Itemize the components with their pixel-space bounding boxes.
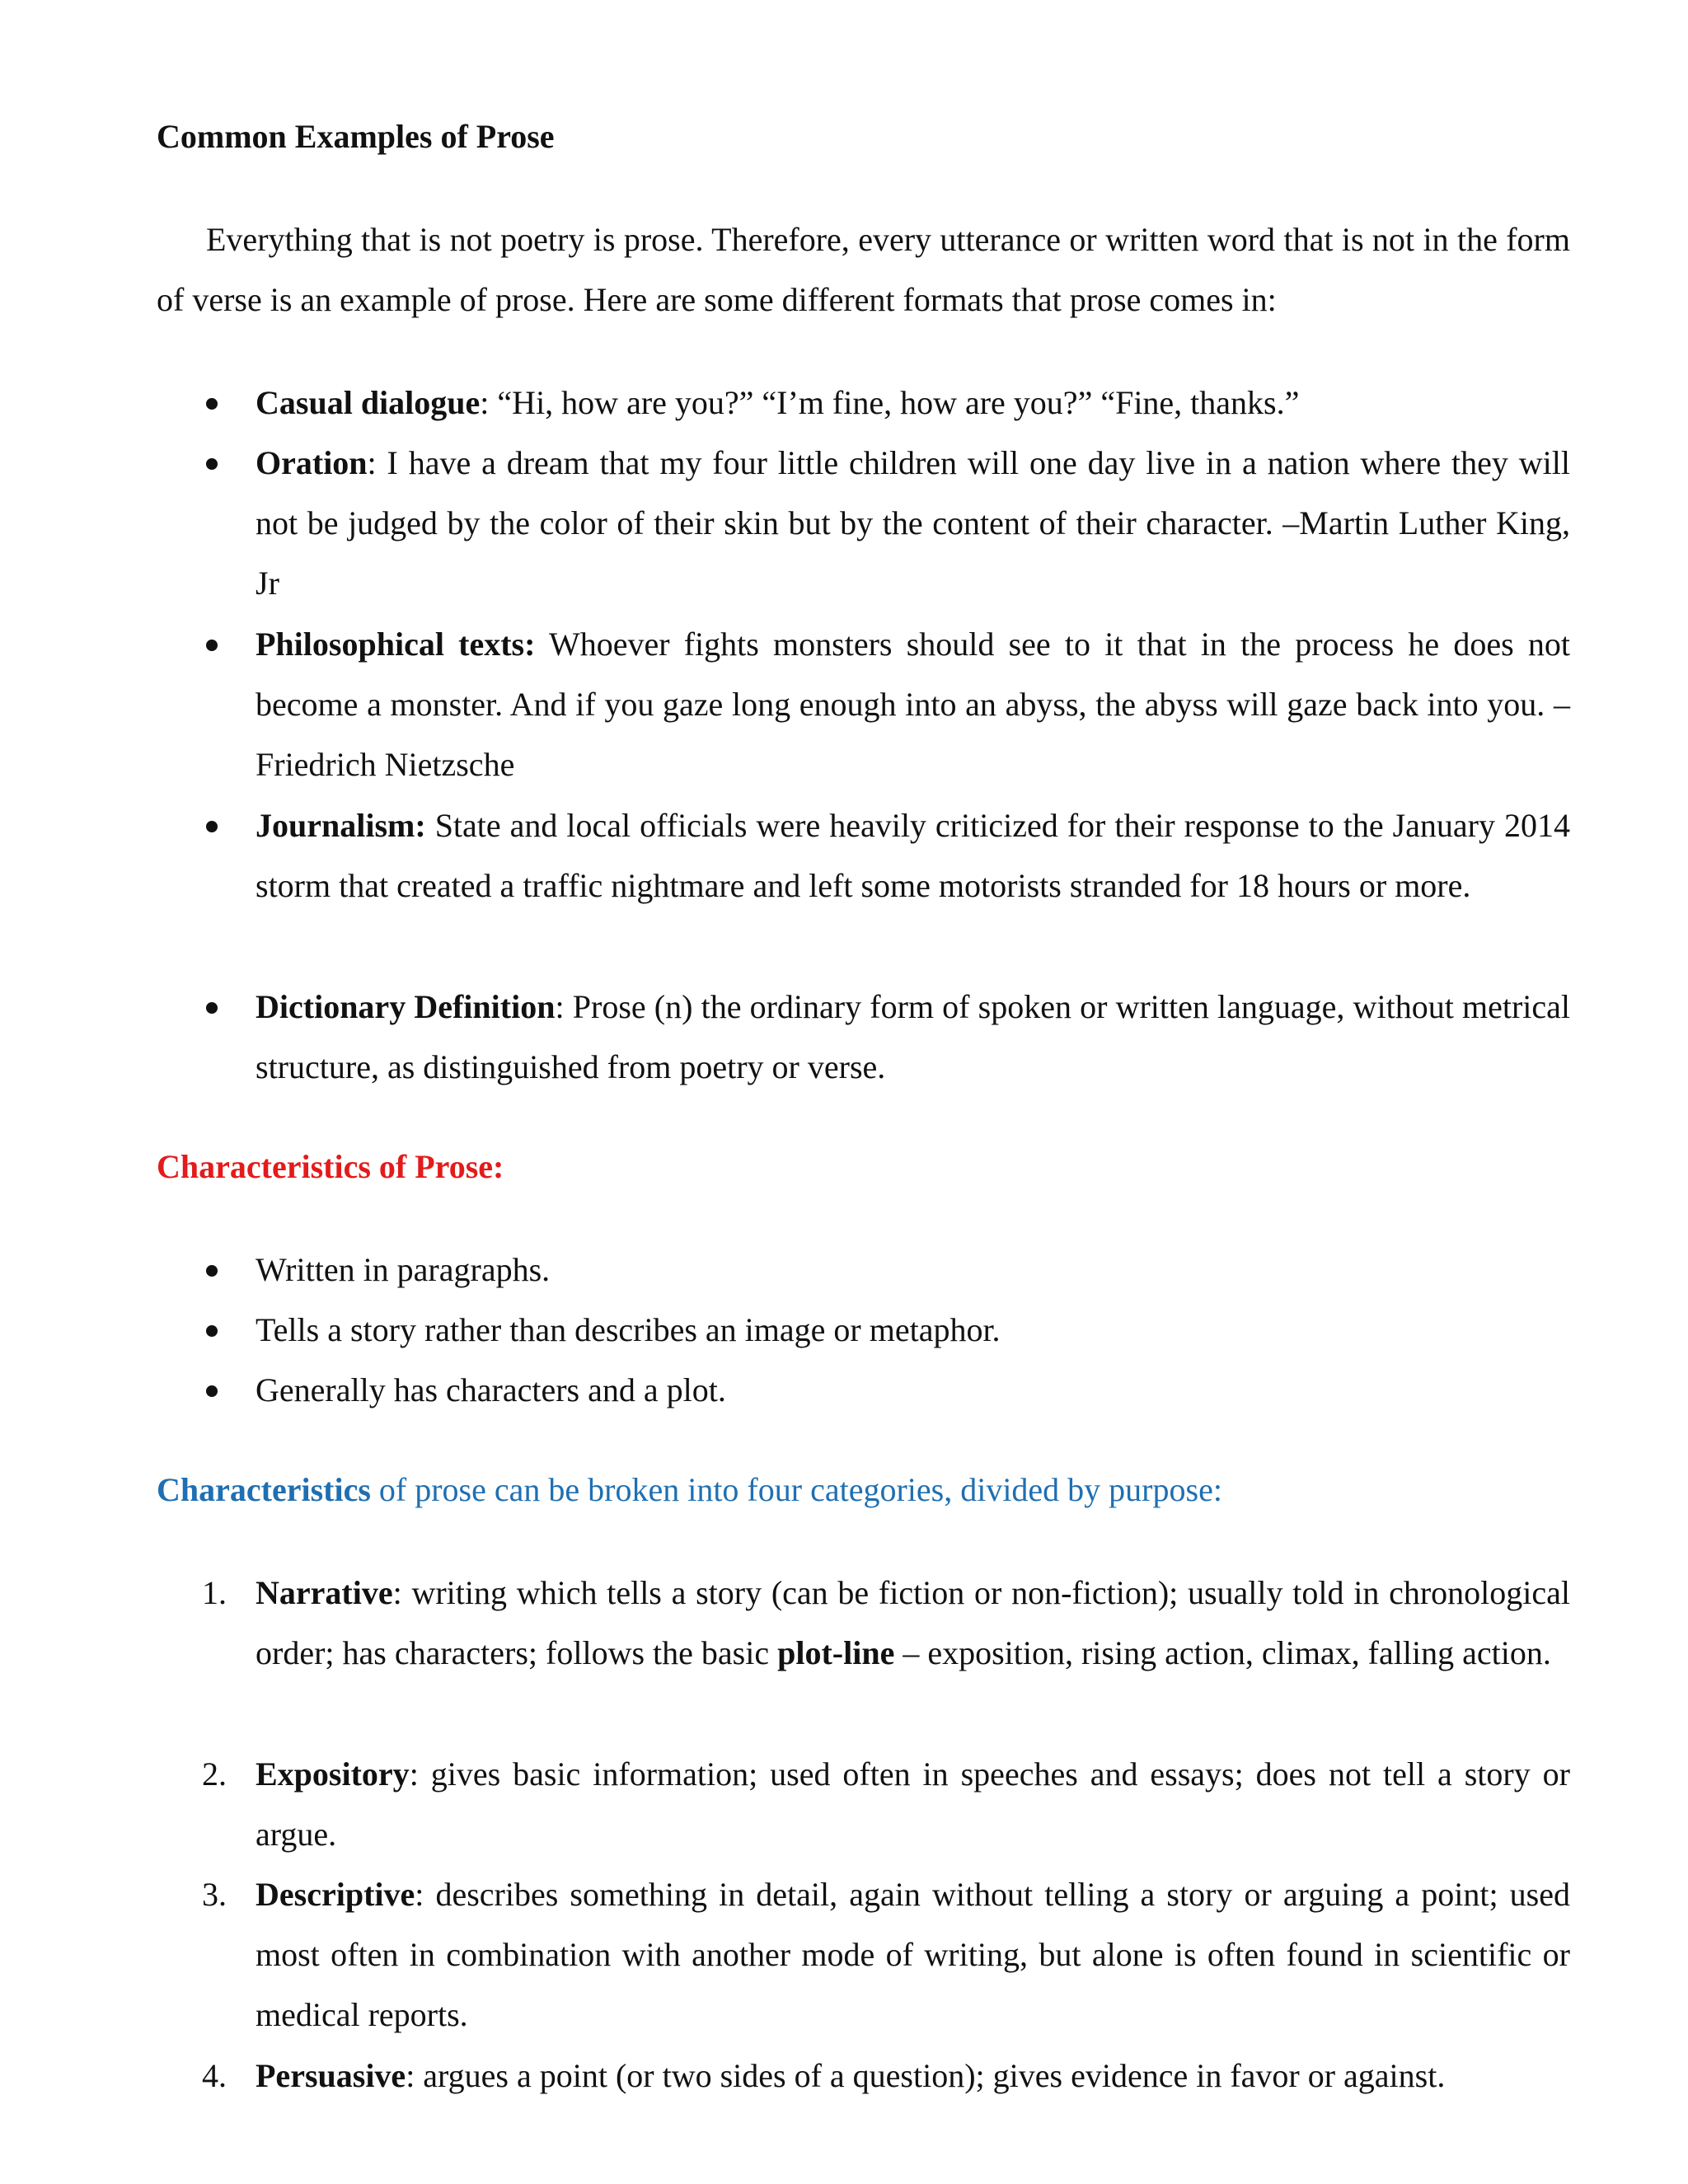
item-text: Whoever fights monsters should see to it that in the process he does not become a monster. And if you gaze long enough into an abyss, the abyss will gaze back into you. –Friedrich Nietzsche: [256, 626, 1570, 783]
list-item: Generally has characters and a plot.: [256, 1371, 726, 1408]
item-text: I have a dream that my four little children will one day live in a nation where they will not be judged by the color of their skin but by the content of their character. –Martin Luther King, Jr: [256, 444, 1570, 602]
bullet-icon: [206, 1385, 218, 1397]
term-label: Descriptive: [256, 1876, 415, 1913]
term-separator: :: [555, 988, 573, 1025]
term-label: Narrative: [256, 1574, 393, 1611]
inline-bold-term: plot-line: [777, 1634, 895, 1671]
bullet-icon: [206, 1325, 218, 1337]
term-label: Persuasive: [256, 2057, 406, 2094]
term-label: Philosophical texts:: [256, 626, 536, 663]
page-title: Common Examples of Prose: [157, 118, 555, 155]
item-text: Prose (n) the ordinary form of spoken or written language, without metrical structure, as distinguished from poetry or verse.: [256, 988, 1570, 1085]
term-separator: :: [480, 384, 498, 421]
list-item-journalism: [256, 795, 1570, 916]
term-separator: :: [367, 444, 387, 481]
categories-heading-rest: of prose can be broken into four categories, divided by purpose:: [370, 1471, 1222, 1508]
item-text: : gives basic information; used often in speeches and essays; does not tell a story or argue.: [256, 1755, 1570, 1853]
item-text: State and local officials were heavily criticized for their response to the January 2014 storm that created a traffic nightmare and left some motorists stranded for 18 hours or more.: [256, 807, 1570, 904]
categories-heading-bold: Characteristics: [157, 1471, 371, 1508]
term-label: Expository: [256, 1755, 410, 1793]
item-text-after: – exposition, rising action, climax, falling action.: [894, 1634, 1551, 1671]
term-label: Casual dialogue: [256, 384, 481, 421]
list-item-descriptive: [256, 1864, 1570, 2045]
list-number: 2.: [202, 1755, 227, 1793]
term-label: Journalism:: [256, 807, 426, 844]
intro-paragraph: Everything that is not poetry is prose. Therefore, every utterance or written word that is not in the form of verse is an example of prose. Here are some different formats that prose comes in:: [157, 221, 1570, 318]
list-item-dictionary-definition: [256, 977, 1570, 1097]
list-item-philosophical-texts: [256, 614, 1570, 794]
bullet-icon: [206, 1002, 218, 1014]
item-text: : writing which tells a story (can be fiction or non-fiction); usually told in chronological order; has characters; follows the basic: [256, 1574, 1570, 1671]
bullet-icon: [206, 398, 218, 410]
categories-heading: [157, 1465, 1222, 1515]
bullet-icon: [206, 1265, 218, 1277]
list-item-narrative: [256, 1563, 1570, 1683]
list-item-expository: [256, 1744, 1570, 1864]
list-item: Tells a story rather than describes an image or metaphor.: [256, 1311, 1001, 1348]
list-item: Written in paragraphs.: [256, 1251, 551, 1288]
item-text: : describes something in detail, again without telling a story or arguing a point; used most often in combination with another mode of writing, but alone is often found in scientific or medical reports.: [256, 1876, 1570, 2033]
bullet-icon: [206, 821, 218, 832]
term-separator: [426, 807, 435, 844]
term-separator: [535, 626, 549, 663]
list-number: 1.: [202, 1574, 227, 1611]
term-label: Dictionary Definition: [256, 988, 556, 1025]
list-item-oration: [256, 433, 1570, 613]
characteristics-heading: Characteristics of Prose:: [157, 1148, 504, 1185]
bullet-icon: [206, 458, 218, 470]
term-label: Oration: [256, 444, 368, 481]
list-number: 3.: [202, 1876, 227, 1913]
list-number: 4.: [202, 2057, 227, 2094]
bullet-icon: [206, 640, 218, 651]
list-item-casual-dialogue: [256, 373, 1570, 433]
item-text: “Hi, how are you?” “I’m fine, how are you?” “Fine, thanks.”: [497, 384, 1300, 421]
item-text: : argues a point (or two sides of a question); gives evidence in favor or against.: [406, 2057, 1446, 2094]
list-item-persuasive: [256, 2046, 1570, 2106]
